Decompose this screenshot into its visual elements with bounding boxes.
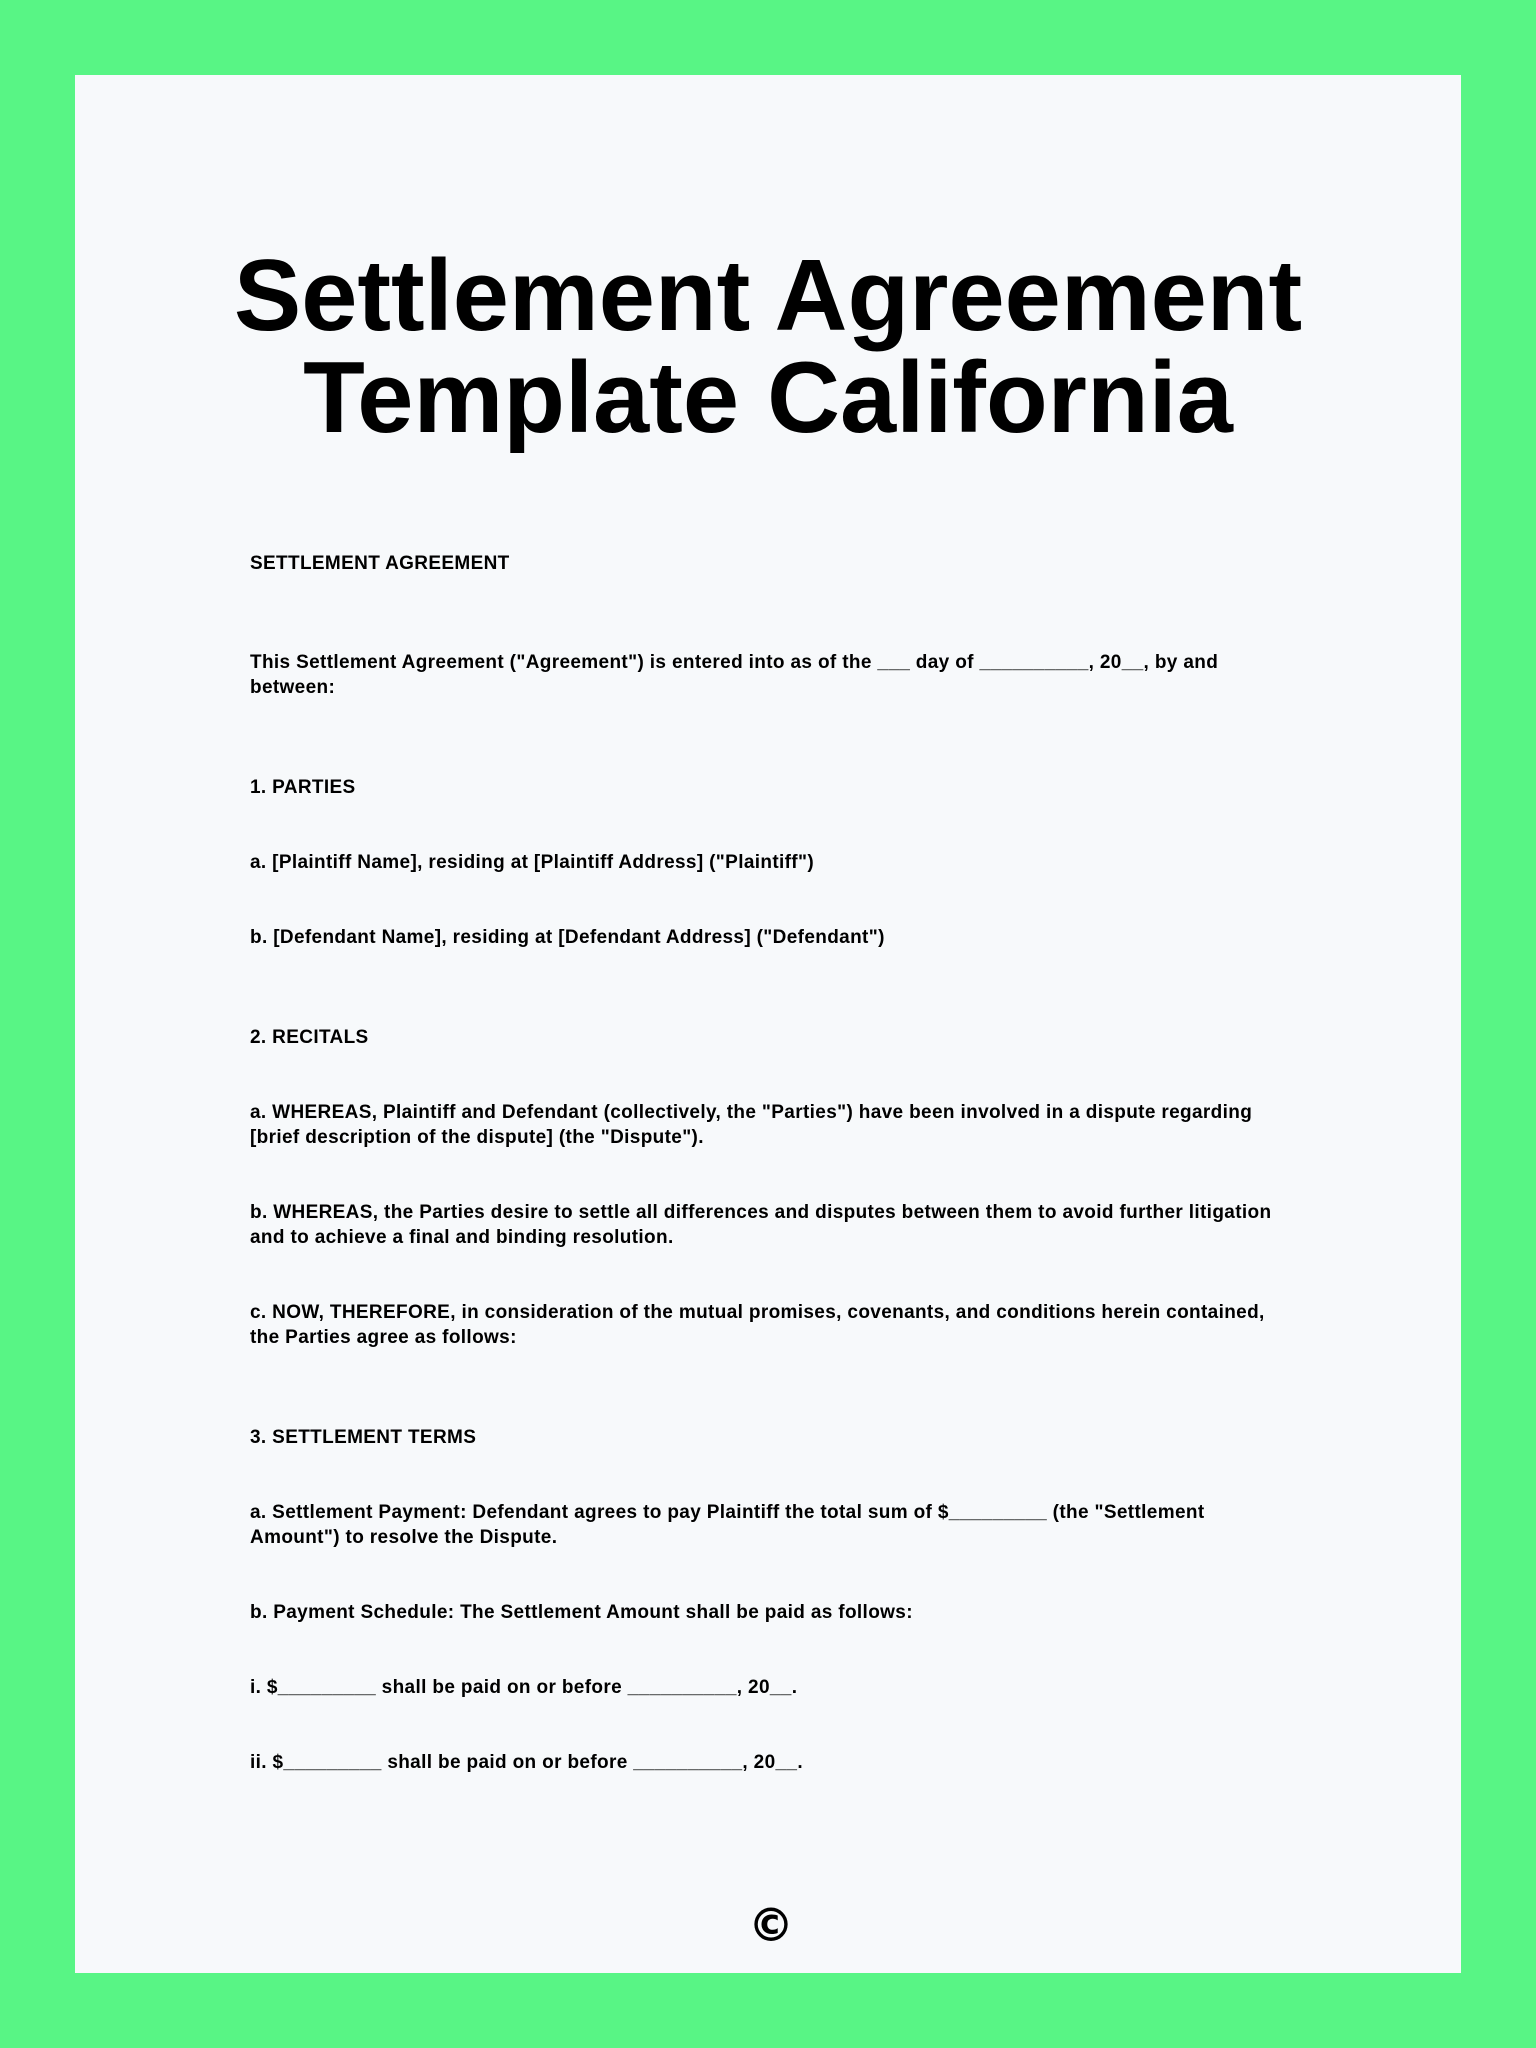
paragraph-recital-a xyxy=(250,1100,1290,1150)
document-title-line-2: Template California xyxy=(303,342,1233,454)
section-heading-text: 2. RECITALS xyxy=(250,1027,369,1048)
document-title-line-1: Settlement Agreement xyxy=(233,240,1303,352)
paragraph-text: a. Settlement Payment: Defendant agrees to pay Plaintiff the total sum of $_________ (the "Settlement Amount") to resolve the Dispute. xyxy=(250,1502,1205,1548)
paragraph-text: a. [Plaintiff Name], residing at [Plaintiff Address] ("Plaintiff") xyxy=(250,852,815,873)
document-title xyxy=(0,240,1536,454)
intro-paragraph xyxy=(250,650,1290,700)
agreement-heading-text: SETTLEMENT AGREEMENT xyxy=(250,553,510,574)
section-heading-text: 1. PARTIES xyxy=(250,777,356,798)
paragraph-text: b. Payment Schedule: The Settlement Amount shall be paid as follows: xyxy=(250,1602,913,1623)
copyright-icon: © xyxy=(748,1898,794,1952)
paragraph-text: c. NOW, THEREFORE, in consideration of the mutual promises, covenants, and conditions herein contained, the Parties agree as follows: xyxy=(250,1302,1265,1348)
agreement-heading xyxy=(250,551,1290,576)
section-heading-settlement-terms xyxy=(250,1425,1290,1450)
paragraph-recital-c xyxy=(250,1300,1290,1350)
intro-text: This Settlement Agreement ("Agreement") is entered into as of the ___ day of __________, 20__, by and between: xyxy=(250,652,1219,698)
paragraph-payment-schedule xyxy=(250,1600,1290,1625)
section-heading-parties xyxy=(250,775,1290,800)
paragraph-recital-b xyxy=(250,1200,1290,1250)
paragraph-text: a. WHEREAS, Plaintiff and Defendant (collectively, the "Parties") have been involved in a dispute regarding [brief description of the dispute] (the "Dispute"). xyxy=(250,1102,1253,1148)
paragraph-text: b. [Defendant Name], residing at [Defendant Address] ("Defendant") xyxy=(250,927,885,948)
paragraph-installment-ii xyxy=(250,1750,1290,1775)
paragraph-text: i. $_________ shall be paid on or before __________, 20__. xyxy=(250,1677,798,1698)
section-heading-recitals xyxy=(250,1025,1290,1050)
paragraph-installment-i xyxy=(250,1675,1290,1700)
paragraph-defendant xyxy=(250,925,1290,950)
paragraph-settlement-payment xyxy=(250,1500,1290,1550)
paragraph-plaintiff xyxy=(250,850,1290,875)
paragraph-text: ii. $_________ shall be paid on or before __________, 20__. xyxy=(250,1752,803,1773)
section-heading-text: 3. SETTLEMENT TERMS xyxy=(250,1427,477,1448)
paragraph-text: b. WHEREAS, the Parties desire to settle all differences and disputes between them to avoid further litigation and to achieve a final and binding resolution. xyxy=(250,1202,1272,1248)
